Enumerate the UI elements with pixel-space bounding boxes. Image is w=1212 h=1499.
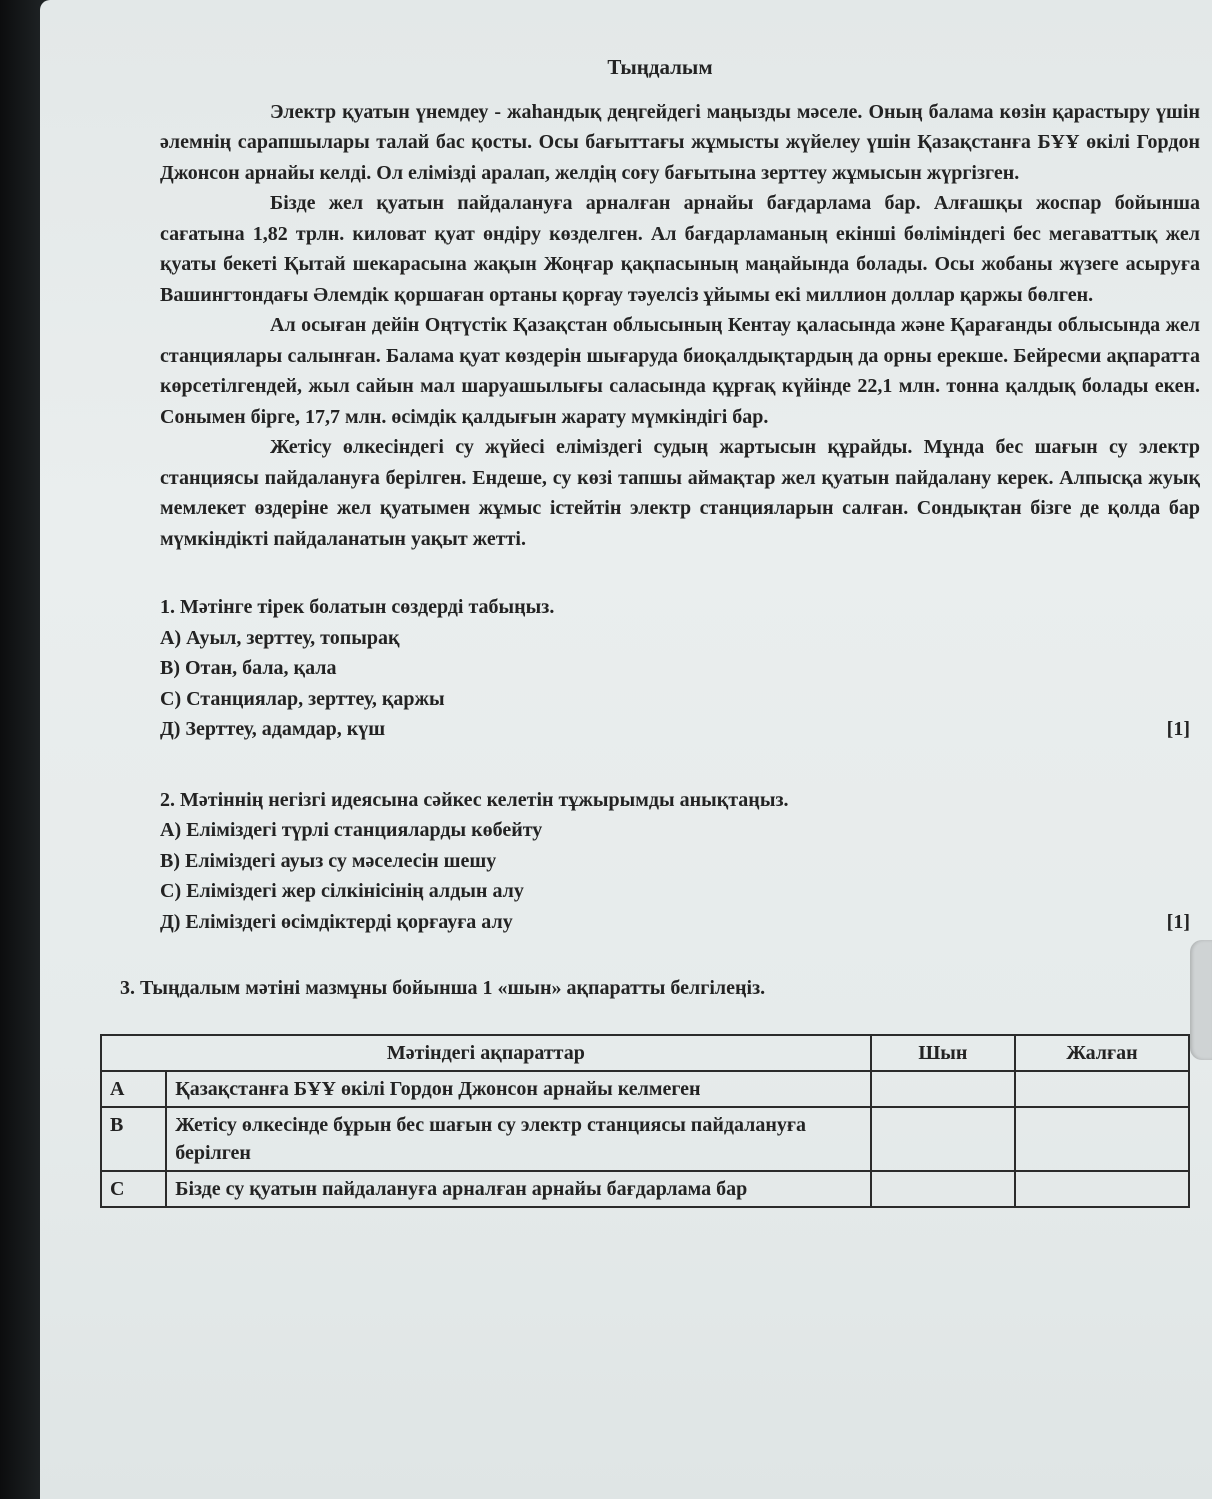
table-cell-false[interactable] bbox=[1015, 1071, 1189, 1107]
paragraph-2: Бізде жел қуатын пайдалануға арналған арнайы бағдарлама бар. Алғашқы жоспар бойынша сағатына 1,82 трлн. киловат қуат өндіру көзделген. Ал бағдарламаның екінші бөліміндегі бес мегаваттық жел қуаты бекеті Қытай шекарасына жақын Жоңғар қақпасының маңайында болады. Осы жобаны жүзеге асыруға Вашингтондағы Әлемдік қоршаған ортаны қорғау тәуелсіз ұйымы екі миллион доллар қаржы бөлген. bbox=[160, 192, 1200, 306]
table-row-text: Жетісу өлкесінде бұрын бес шағын су электр станциясы пайдалануға берілген bbox=[166, 1107, 871, 1171]
table-row bbox=[101, 1107, 1189, 1171]
table-cell-true[interactable] bbox=[871, 1171, 1015, 1207]
document-title: Тыңдалым bbox=[607, 55, 713, 79]
table-header-info: Мәтіндегі ақпараттар bbox=[101, 1035, 871, 1071]
question-1 bbox=[160, 592, 1200, 745]
table-cell-false[interactable] bbox=[1015, 1171, 1189, 1207]
question-3 bbox=[120, 973, 1200, 1004]
question-2 bbox=[160, 785, 1200, 938]
true-false-table bbox=[100, 1034, 1190, 1208]
question-1-option-a: А) Ауыл, зерттеу, топырақ bbox=[160, 626, 400, 649]
table-row bbox=[101, 1171, 1189, 1207]
question-2-option-a: А) Еліміздегі түрлі станцияларды көбейту bbox=[160, 819, 543, 841]
table-row-letter: А bbox=[101, 1071, 166, 1107]
table-row-text: Бізде су қуатын пайдалануға арналған арнайы бағдарлама бар bbox=[166, 1171, 871, 1207]
question-1-option-c: С) Станциялар, зерттеу, қаржы bbox=[160, 687, 445, 710]
table-header-true: Шын bbox=[871, 1035, 1015, 1071]
table-header-row bbox=[101, 1035, 1189, 1071]
document-page bbox=[110, 40, 1200, 1208]
table-row bbox=[101, 1071, 1189, 1107]
question-2-option-c: С) Еліміздегі жер сілкінісінің алдын алу bbox=[160, 880, 524, 902]
table-row-letter: В bbox=[101, 1107, 166, 1171]
question-2-option-b: В) Еліміздегі ауыз су мәселесін шешу bbox=[160, 849, 497, 872]
table-row-text: Қазақстанға БҰҰ өкілі Гордон Джонсон арнайы келмеген bbox=[166, 1071, 871, 1107]
question-1-option-b: В) Отан, бала, қала bbox=[160, 657, 337, 679]
paragraph-3: Ал осыған дейін Оңтүстік Қазақстан облысының Кентау қаласында және Қарағанды облысында жел станциялары салынған. Балама қуат көздерін шығаруда биоқалдықтардың да орны ерекше. Бейресми ақпаратта көрсетілгендей, жыл сайын мал шаруашылығы саласында құрғақ күйінде 22,1 млн. тонна қалдық болады екен. Сонымен бірге, 17,7 млн. өсімдік қалдығын жарату мүмкіндігі бар. bbox=[160, 314, 1200, 428]
question-1-option-d: Д) Зерттеу, адамдар, күш bbox=[160, 718, 386, 740]
table-cell-true[interactable] bbox=[871, 1107, 1015, 1171]
table-header-false: Жалған bbox=[1015, 1035, 1189, 1071]
question-2-text: 2. Мәтіннің негізгі идеясына сәйкес келетін тұжырымды анықтаңыз. bbox=[160, 788, 789, 811]
paragraph-1: Электр қуатын үнемдеу - жаһандық деңгейдегі маңызды мәселе. Оның балама көзін қарастыру үшін әлемнің сарапшылары талай бас қосты. Осы бағыттағы жұмысты жүйелеу үшін Қазақстанға БҰҰ өкілі Гордон Джонсон арнайы келді. Ол елімізді аралап, желдің соғу бағытына зерттеу жұмысын жүргізген. bbox=[160, 100, 1200, 184]
question-2-option-d: Д) Еліміздегі өсімдіктерді қорғауға алу bbox=[160, 910, 513, 933]
question-1-score: [1] bbox=[1166, 718, 1190, 740]
table-cell-true[interactable] bbox=[871, 1071, 1015, 1107]
table-row-letter: С bbox=[101, 1171, 166, 1207]
table-cell-false[interactable] bbox=[1015, 1107, 1189, 1171]
question-2-score: [1] bbox=[1166, 910, 1190, 933]
document-screen bbox=[40, 0, 1212, 1499]
paragraph-4: Жетісу өлкесіндегі су жүйесі еліміздегі судың жартысын құрайды. Мұнда бес шағын су электр станциясы пайдалануға берілген. Ендеше, су көзі тапшы аймақтар жел қуатын пайдалану керек. Алпысқа жуық мемлекет өздеріне жел қуатымен жұмыс істейтін электр станцияларын салған. Сондықтан бізге де қолда бар мүмкіндікті пайдаланатын уақыт жетті. bbox=[160, 436, 1200, 550]
question-3-text: 3. Тыңдалым мәтіні мазмұны бойынша 1 «шын» ақпаратты белгілеңіз. bbox=[120, 977, 766, 999]
question-1-text: 1. Мәтінге тірек болатын сөздерді табыңыз. bbox=[160, 596, 555, 618]
